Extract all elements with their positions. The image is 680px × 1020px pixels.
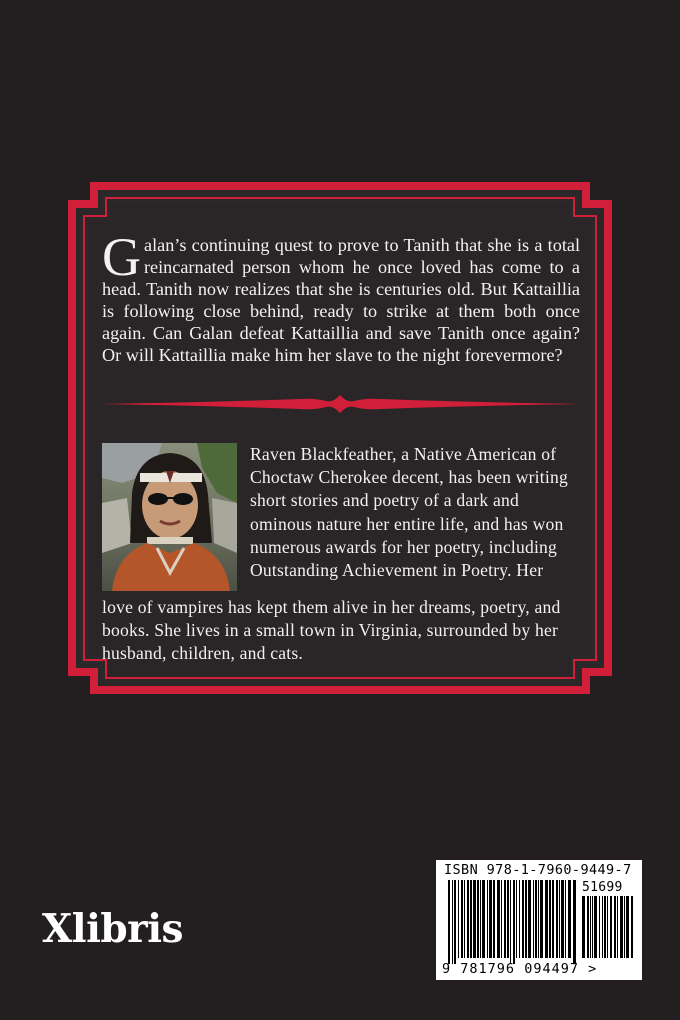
synopsis-text xyxy=(102,227,580,366)
barcode-bar xyxy=(513,880,515,964)
barcode-bar xyxy=(510,880,511,964)
barcode-bar xyxy=(540,880,543,958)
barcode-bar xyxy=(519,880,520,958)
ean-first-digit: 9 xyxy=(442,961,452,977)
ean-right-group: 094497 xyxy=(524,961,579,977)
barcode-bar xyxy=(522,880,524,958)
barcode-bar xyxy=(458,880,459,958)
barcode-bar xyxy=(516,880,517,958)
barcode-addon-bar xyxy=(594,896,597,958)
barcode-bar xyxy=(559,880,560,958)
publisher-logo: Xlibris xyxy=(42,906,183,952)
barcode-bar xyxy=(507,880,509,958)
barcode-bar xyxy=(573,880,576,964)
barcode-addon-bar xyxy=(592,896,593,958)
barcode-addon-bar xyxy=(626,896,629,958)
barcode-addon-bar xyxy=(604,896,606,958)
barcode-bar xyxy=(545,880,548,958)
synopsis-body: alan’s continuing quest to prove to Tanith that she is a total reincarnated person whom he once loved has come to a head. Tanith now realizes that she is centuries old. But Kattaillia is following close behind, ready to strike at them both once again. Can Galan defeat Kattaillia and save Tanith once again? Or will Kattaillia make him her slave to the night forevermore? xyxy=(102,235,580,365)
barcode-addon-bar xyxy=(624,896,625,958)
barcode-bar xyxy=(549,880,551,958)
barcode-bar xyxy=(477,880,479,958)
barcode-bar xyxy=(467,880,469,958)
barcode-bar xyxy=(464,880,465,958)
ean-addon-mark: > xyxy=(588,961,598,977)
barcode-bar xyxy=(535,880,537,958)
barcode-bar xyxy=(504,880,506,958)
barcode-addon-bar xyxy=(607,896,608,958)
barcode-bar xyxy=(501,880,502,958)
barcode-bar xyxy=(533,880,534,958)
barcode-bar xyxy=(454,880,456,964)
barcode-bar xyxy=(470,880,472,958)
barcode-digits xyxy=(442,961,597,977)
barcode-bar xyxy=(489,880,492,958)
barcode-bar xyxy=(528,880,531,958)
barcode-bar xyxy=(480,880,481,958)
barcode-addon-bar xyxy=(614,896,616,958)
barcode-bar xyxy=(497,880,500,958)
isbn-barcode xyxy=(436,860,642,980)
author-bio: Raven Blackfeather, a Native American of Choctaw Cherokee decent, has been writing short stories and poetry of a dark and ominous nature her entire life, and has won numerous awards for her poetry, including Outstanding Achievement in Poetry. Her xyxy=(250,444,568,581)
ornamental-divider-icon xyxy=(100,393,580,415)
barcode-bar xyxy=(556,880,558,958)
barcode-bar xyxy=(525,880,527,958)
barcode-bar xyxy=(487,880,488,958)
barcode-addon-bar xyxy=(631,896,633,958)
drop-cap: G xyxy=(102,227,141,287)
barcode-addon-bar xyxy=(590,896,591,958)
author-photo xyxy=(102,443,237,591)
barcode-bar xyxy=(452,880,453,964)
barcode-bar xyxy=(473,880,476,958)
barcode-bar xyxy=(461,880,463,958)
barcode-addon-bar xyxy=(602,896,603,958)
isbn-text: ISBN 978-1-7960-9449-7 xyxy=(444,862,632,878)
barcode-bar xyxy=(552,880,554,958)
barcode-bar xyxy=(565,880,566,958)
barcode-addon-bar xyxy=(582,896,585,958)
barcode-bar xyxy=(568,880,571,958)
barcode-bar xyxy=(448,880,450,964)
barcode-addon-bar xyxy=(599,896,600,958)
ean-left-group: 781796 xyxy=(460,961,516,977)
barcode-addon-bar xyxy=(617,896,618,958)
barcode-addon-bar xyxy=(610,896,612,958)
author-portrait-icon xyxy=(102,443,237,591)
barcode-addon-bar xyxy=(587,896,589,958)
price-code: 51699 xyxy=(582,880,623,895)
barcode-bar xyxy=(482,880,485,958)
barcode-bar xyxy=(561,880,564,958)
barcode-bar xyxy=(493,880,495,958)
author-bio-continued: love of vampires has kept them alive in her dreams, poetry, and books. She lives in a small town in Virginia, surrounded by her husband, children, and cats. xyxy=(102,597,561,664)
barcode-bar xyxy=(538,880,539,958)
barcode-addon-bar xyxy=(620,896,623,958)
